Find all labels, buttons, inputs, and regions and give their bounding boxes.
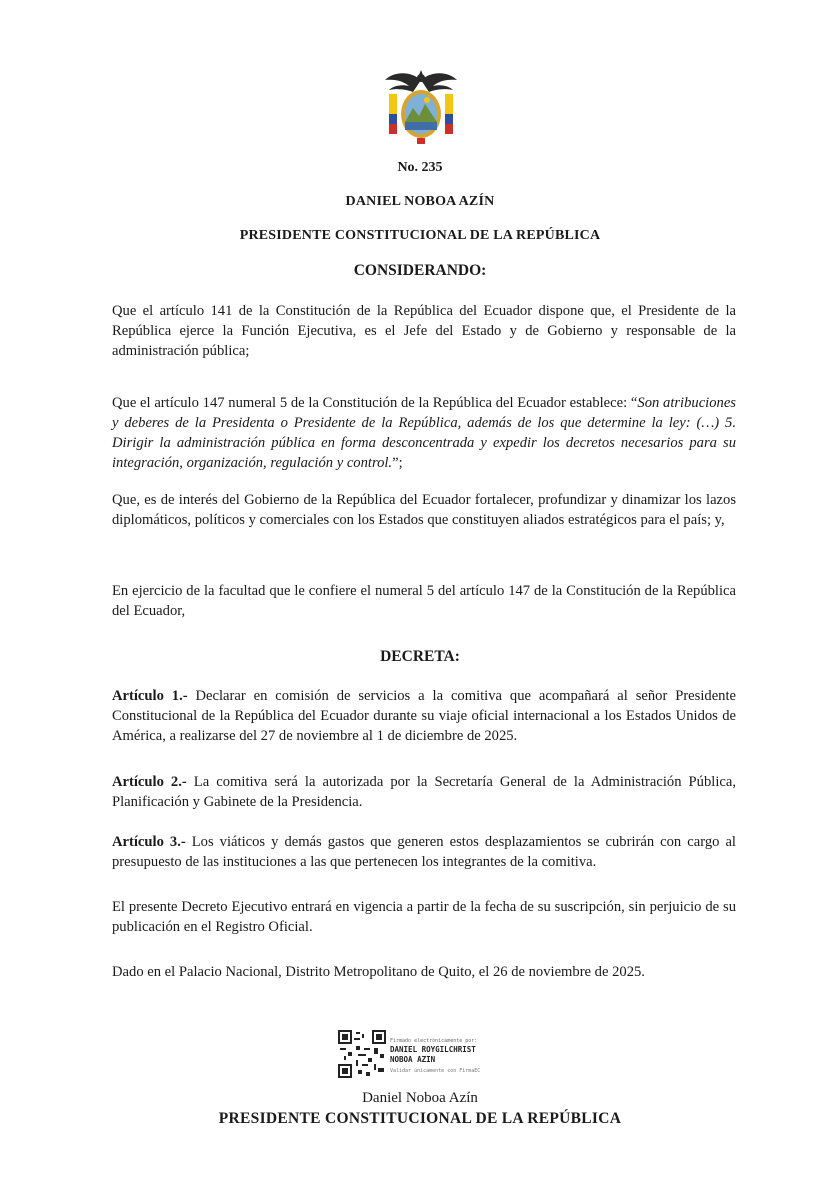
decree-number: No. 235 bbox=[397, 160, 443, 175]
considerando-heading: CONSIDERANDO: bbox=[353, 262, 487, 279]
article-3 bbox=[112, 832, 736, 872]
decreta-heading: DECRETA: bbox=[380, 648, 460, 665]
consideration-paragraph: En ejercicio de la facultad que le confiere el numeral 5 del artículo 147 de la Constitución de la República del Ecuador, bbox=[112, 583, 736, 619]
consideration-paragraph: Que, es de interés del Gobierno de la República del Ecuador fortalecer, profundizar y dinamizar los lazos diplomáticos, políticos y comerciales con los Estados que constituyen aliados estratégicos para el país; y, bbox=[112, 492, 736, 528]
article-1 bbox=[112, 686, 736, 746]
article-text: Declarar en comisión de servicios a la comitiva que acompañará al señor Presidente Constitucional de la República del Ecuador durante su viaje oficial internacional a los Estados Unidos de América, a realizarse del 27 de noviembre al 1 de diciembre de 2025. bbox=[112, 688, 736, 744]
article-label: Artículo 3.- bbox=[112, 834, 186, 850]
president-title: PRESIDENTE CONSTITUCIONAL DE LA REPÚBLICA bbox=[239, 228, 601, 243]
signature-name-line2: NOBOA AZIN bbox=[390, 1055, 436, 1064]
consideration-paragraph: Que el artículo 141 de la Constitución de la República del Ecuador dispone que, el Presidente de la República ejerce la Función Ejecutiva, es el Jefe del Estado y de Gobierno y responsable de la administración pública; bbox=[112, 303, 736, 359]
ecuador-coat-of-arms-icon bbox=[383, 66, 459, 150]
consideration-paragraph-quote bbox=[112, 393, 736, 473]
president-name: DANIEL NOBOA AZÍN bbox=[345, 194, 495, 209]
article-text: La comitiva será la autorizada por la Secretaría General de la Administración Pública, Planificación y Gabinete de la Presidencia. bbox=[112, 774, 736, 810]
article-2 bbox=[112, 772, 736, 812]
quote-end: ”; bbox=[392, 455, 403, 471]
signer-name: Daniel Noboa Azín bbox=[362, 1090, 478, 1106]
qr-code-icon bbox=[338, 1030, 386, 1078]
signature-name-line1: DANIEL ROYGILCHRIST bbox=[390, 1045, 476, 1054]
validate-label: Validar únicamente con FirmaEC bbox=[390, 1068, 481, 1074]
signer-title: PRESIDENTE CONSTITUCIONAL DE LA REPÚBLICA bbox=[218, 1110, 622, 1127]
article-text: Los viáticos y demás gastos que generen estos desplazamientos se cubrirán con cargo al presupuesto de las instituciones a las que pertenecen los integrantes de la comitiva. bbox=[112, 834, 736, 870]
signed-by-label: Firmado electrónicamente por: bbox=[390, 1038, 478, 1044]
article-label: Artículo 2.- bbox=[112, 774, 187, 790]
quote-intro: Que el artículo 147 numeral 5 de la Constitución de la República del Ecuador establece: “ bbox=[112, 395, 638, 411]
dado-en-paragraph: Dado en el Palacio Nacional, Distrito Metropolitano de Quito, el 26 de noviembre de 2025. bbox=[112, 964, 645, 980]
digital-signature bbox=[338, 1030, 506, 1080]
article-label: Artículo 1.- bbox=[112, 688, 188, 704]
vigencia-paragraph: El presente Decreto Ejecutivo entrará en vigencia a partir de la fecha de su suscripción, sin perjuicio de su publicación en el Registro Oficial. bbox=[112, 899, 736, 935]
quote-text: Son atribuciones y deberes de la Presidenta o Presidente de la República, además de los que determine la ley: (…) 5. Dirigir la administración pública en forma desconcentrada y expedir los decretos necesarios para su integración, organización, regulación y control. bbox=[112, 395, 736, 471]
